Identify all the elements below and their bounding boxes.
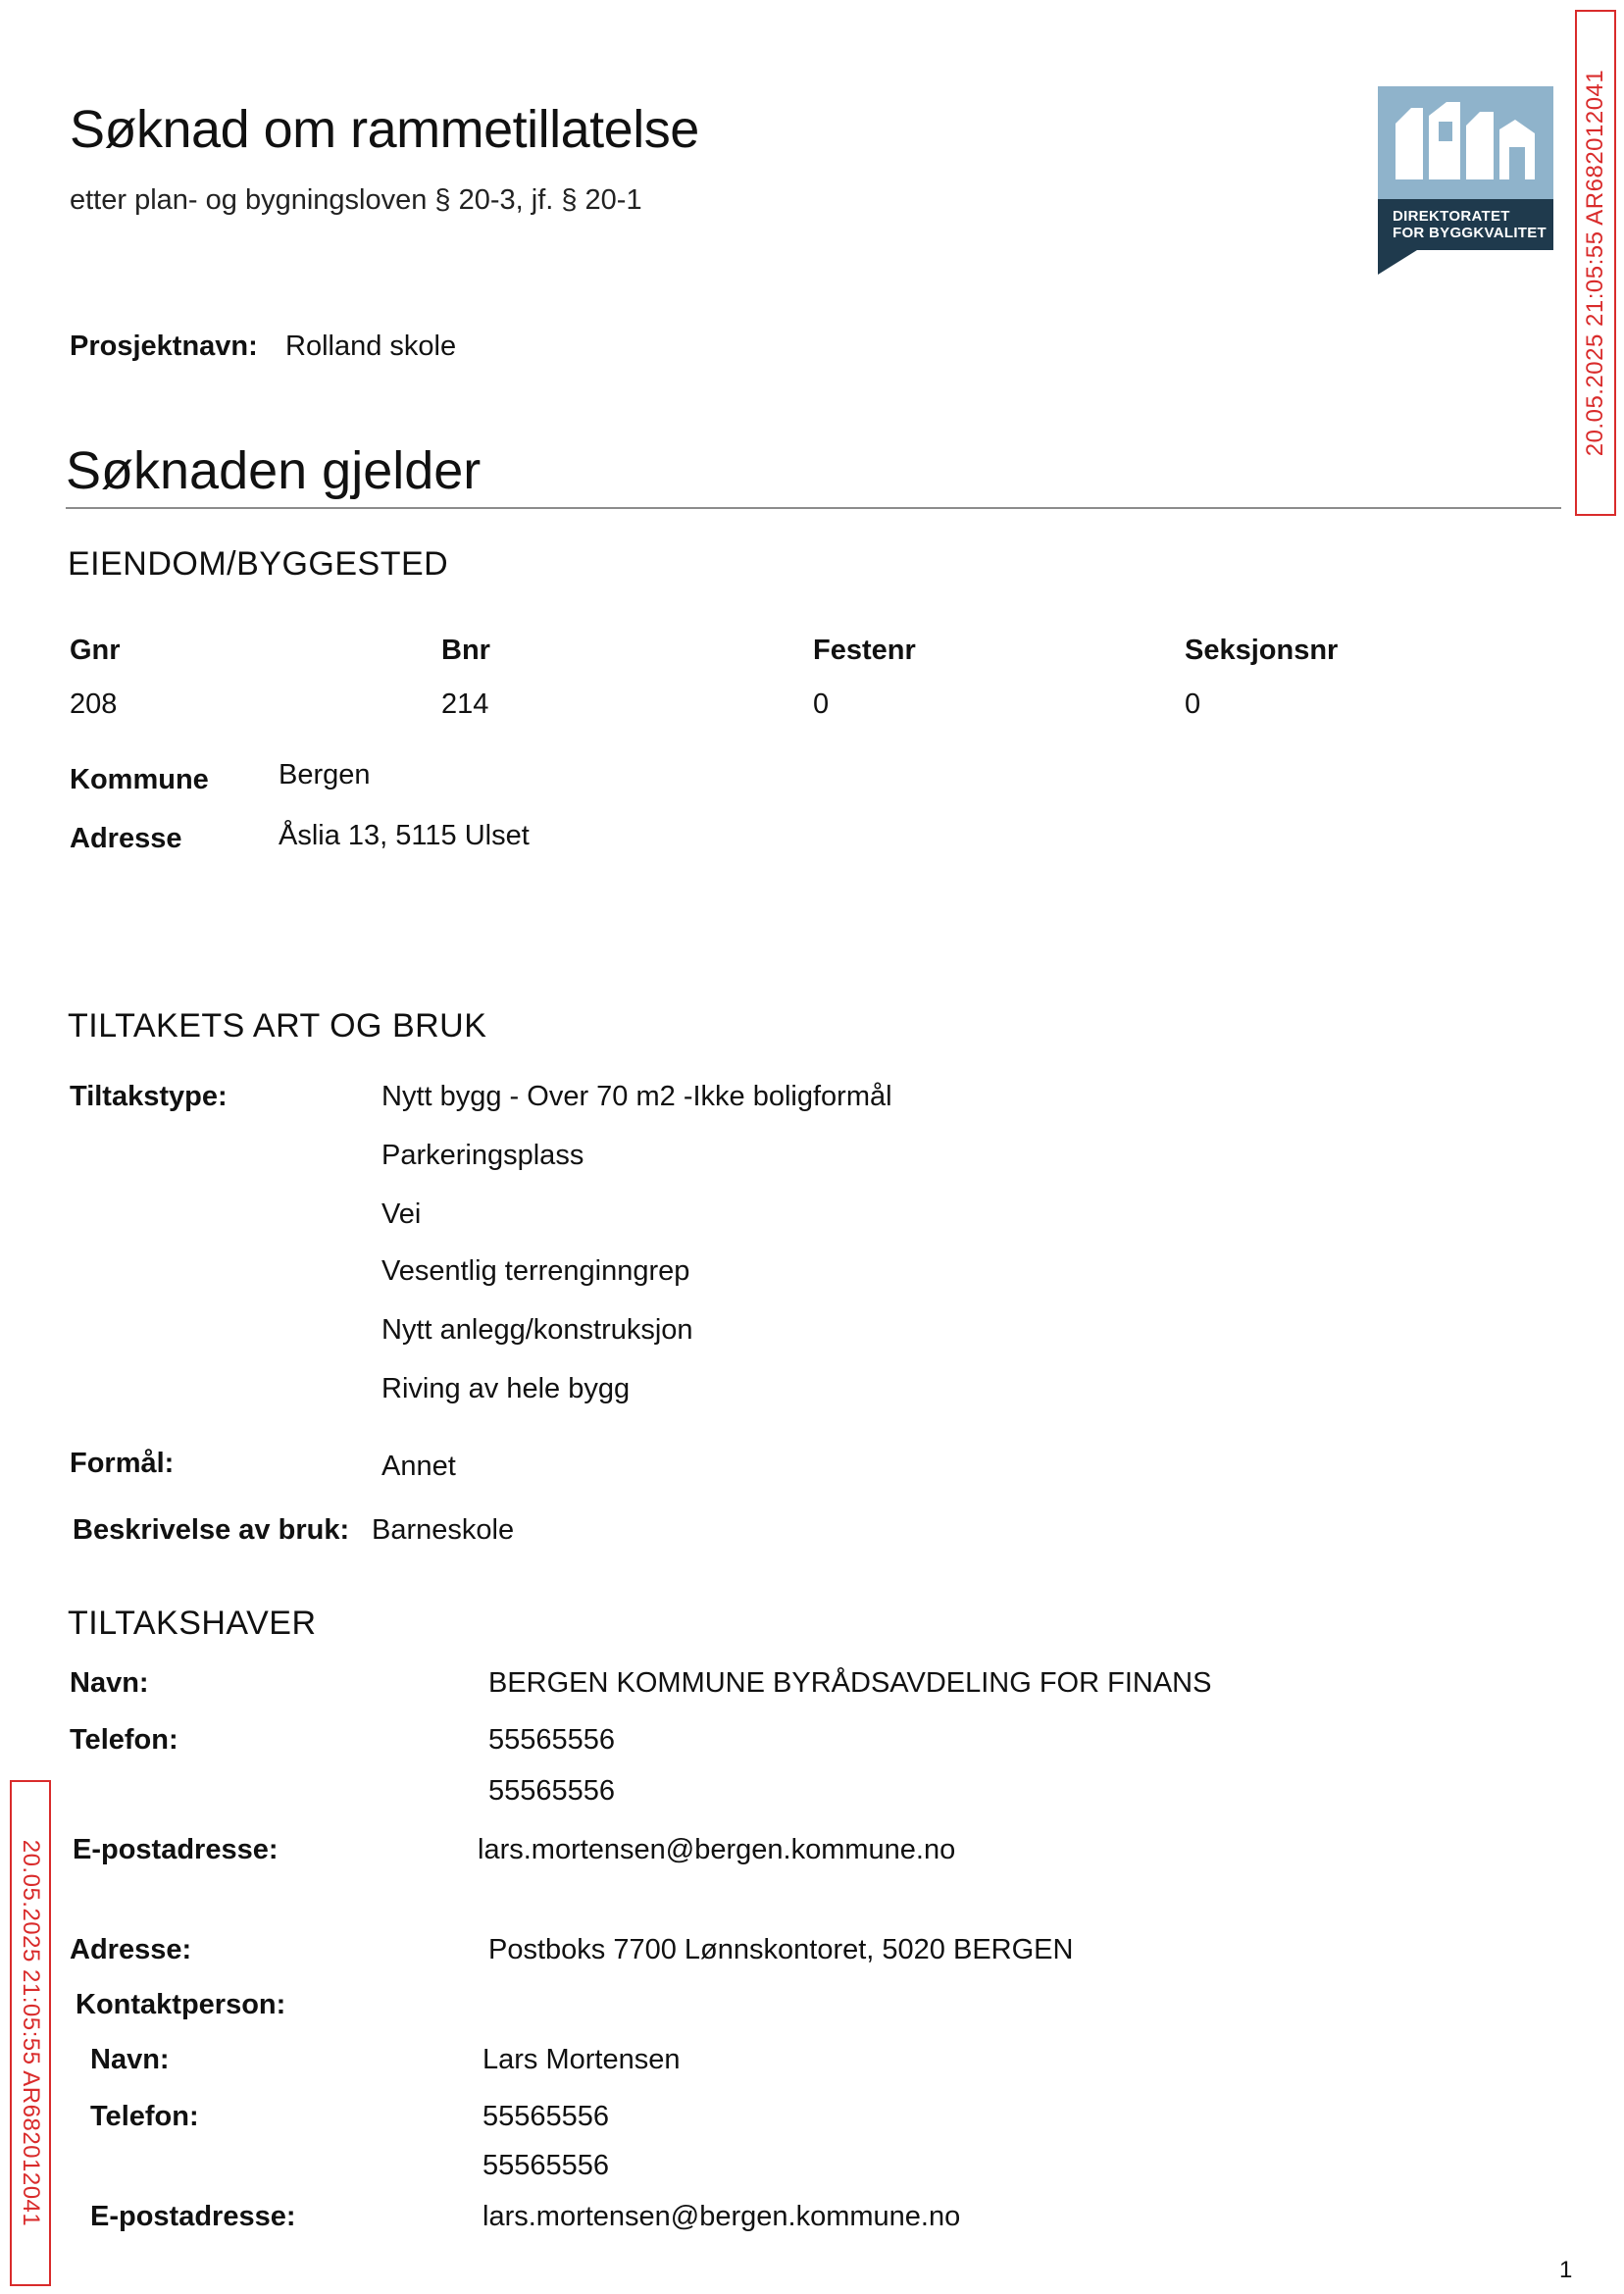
logo-banner <box>1378 199 1553 250</box>
section-heading: Søknaden gjelder <box>66 441 482 500</box>
kontakt-telefon-value: 55565556 <box>482 2150 610 2181</box>
festenr-value: 0 <box>813 688 830 720</box>
kommune-value: Bergen <box>279 759 371 790</box>
formal-value: Annet <box>381 1451 456 1482</box>
kommune-label: Kommune <box>70 764 209 795</box>
gnr-value: 208 <box>70 688 118 720</box>
seksjonsnr-label: Seksjonsnr <box>1185 635 1339 666</box>
stamp-text: 20.05.2025 21:05:55 AR682012041 <box>1582 69 1608 457</box>
tiltakshaver-adresse-value: Postboks 7700 Lønnskontoret, 5020 BERGEN <box>488 1934 1074 1965</box>
tiltakshaver-epost-value: lars.mortensen@bergen.kommune.no <box>478 1834 956 1865</box>
logo-building-graphic <box>1378 86 1553 199</box>
tiltakstype-item: Riving av hele bygg <box>381 1373 631 1404</box>
seksjonsnr-value: 0 <box>1185 688 1201 720</box>
logo-flag-shape <box>1378 250 1417 275</box>
tiltakshaver-adresse-label: Adresse: <box>70 1934 192 1965</box>
kontakt-epost-value: lars.mortensen@bergen.kommune.no <box>482 2201 961 2232</box>
tiltakshaver-telefon-value: 55565556 <box>488 1724 616 1756</box>
document-title: Søknad om rammetillatelse <box>70 100 699 159</box>
page-number: 1 <box>1559 2257 1573 2283</box>
festenr-label: Festenr <box>813 635 916 666</box>
dibk-logo <box>1378 86 1553 275</box>
tiltakshaver-telefon-value: 55565556 <box>488 1775 616 1807</box>
kontaktperson-label: Kontaktperson: <box>76 1989 286 2020</box>
tiltakshaver-telefon-label: Telefon: <box>70 1724 178 1756</box>
document-subtitle: etter plan- og bygningsloven § 20-3, jf. § 20-1 <box>70 184 642 216</box>
bnr-label: Bnr <box>441 635 490 666</box>
tiltakstype-item: Parkeringsplass <box>381 1140 584 1171</box>
bruk-label: Beskrivelse av bruk: <box>73 1514 350 1546</box>
kontakt-navn-label: Navn: <box>90 2044 170 2075</box>
tiltakstype-item: Nytt anlegg/konstruksjon <box>381 1314 693 1346</box>
tiltakshaver-heading: TILTAKSHAVER <box>68 1605 317 1642</box>
date-stamp-left <box>10 1780 51 2286</box>
tiltakshaver-navn-value: BERGEN KOMMUNE BYRÅDSAVDELING FOR FINANS <box>488 1667 1212 1699</box>
project-name-value: Rolland skole <box>285 331 457 362</box>
date-stamp-right <box>1575 10 1616 516</box>
logo-text-line1: DIREKTORATET <box>1393 208 1510 225</box>
tiltakshaver-navn-label: Navn: <box>70 1667 149 1699</box>
tiltak-heading: TILTAKETS ART OG BRUK <box>68 1007 487 1045</box>
tiltakstype-item: Nytt bygg - Over 70 m2 -Ikke boligformål <box>381 1081 892 1112</box>
tiltakstype-item: Vesentlig terrenginngrep <box>381 1255 690 1287</box>
tiltakstype-item: Vei <box>381 1198 422 1230</box>
project-name-label: Prosjektnavn: <box>70 331 258 362</box>
stamp-text: 20.05.2025 21:05:55 AR682012041 <box>18 1839 44 2227</box>
adresse-value: Åslia 13, 5115 Ulset <box>279 820 530 851</box>
section-divider <box>66 507 1561 509</box>
property-heading: EIENDOM/BYGGESTED <box>68 545 449 583</box>
gnr-label: Gnr <box>70 635 121 666</box>
kontakt-telefon-value: 55565556 <box>482 2101 610 2132</box>
adresse-label: Adresse <box>70 823 182 854</box>
tiltakstype-label: Tiltakstype: <box>70 1081 228 1112</box>
formal-label: Formål: <box>70 1448 175 1479</box>
kontakt-epost-label: E-postadresse: <box>90 2201 296 2232</box>
kontakt-navn-value: Lars Mortensen <box>482 2044 681 2075</box>
bruk-value: Barneskole <box>372 1514 515 1546</box>
logo-text-line2: FOR BYGGKVALITET <box>1393 225 1548 241</box>
tiltakshaver-epost-label: E-postadresse: <box>73 1834 279 1865</box>
bnr-value: 214 <box>441 688 489 720</box>
kontakt-telefon-label: Telefon: <box>90 2101 199 2132</box>
buildings-icon <box>1378 86 1553 199</box>
